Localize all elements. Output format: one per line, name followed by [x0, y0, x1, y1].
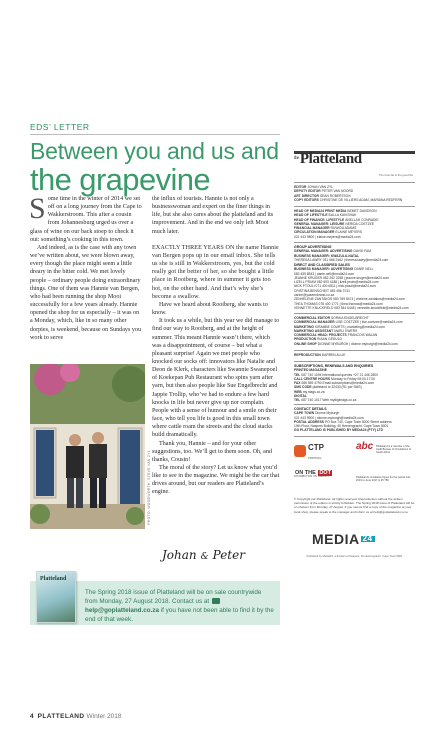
- masthead-block-subscriptions: [294, 364, 415, 403]
- masthead-credit-role: HEAD OF LIFESTYLE: [294, 213, 328, 218]
- masthead-credit-value: THEA THOMAS 078 400 1771 | thea.thomas@media24.com: [294, 301, 383, 306]
- masthead-credit-row: [294, 428, 415, 432]
- masthead-divider: [294, 350, 415, 351]
- masthead-credit-value: MARLI EWERS: [334, 328, 358, 333]
- masthead-block-group-advertising: [294, 245, 415, 262]
- masthead-credit-value: PO Box 740, Cape Town 8000 Street address: [324, 419, 392, 424]
- masthead-credit-role: TEL: [294, 398, 301, 403]
- editors-letter-article: [30, 0, 280, 750]
- masthead-credit-value: BULLA KUIKSHAK: [328, 213, 357, 218]
- masthead-divider: [294, 361, 415, 362]
- magazine-cover-title: Platteland: [40, 576, 67, 582]
- masthead-credit-role: TEL: [294, 372, 301, 377]
- masthead-credit-value: DANIE NELL: [354, 267, 374, 272]
- masthead-credit-value: JEANNE KRUGER 082 262 2258 | jeanne.kruger@media24.com: [294, 275, 390, 280]
- masthead-credit-value: LISE COETZEE | lise.coetzee@media24.com: [335, 320, 403, 325]
- masthead-block-editorial: [294, 185, 415, 202]
- section-label: EDS’ LETTER: [30, 122, 90, 132]
- masthead-credit-value: 021 443 9800 | elaine.meyers@media24.com: [294, 234, 361, 239]
- paragraph-6: It took us a while, but this year we did manage to find our way to Rooiberg, and at the height of summer. This meant Hannie wasn’t there, which was a disappointment, of course – but what a pleasant surprise! Again we met people who knocked our socks off: innovators like Natalie and Deon de Klerk, characters like Swannie Swanepoel of Koekepan Pub Restaurant who spins yarn after yarn, but then also people like Sue Engelbrecht and Jappie Trollip, who’ve had to endure a few hard knocks in life but never give up nor complain. People with a sense of humour and a smile on their face, who tell you life is good in this small town where cattle roam the streets and the cloud stacks build dramatically.: [152, 318, 280, 439]
- masthead-credit-value: BEMET DAVIDSON: [347, 209, 377, 213]
- masthead-credit-row: [294, 306, 415, 310]
- masthead-divider: [294, 436, 415, 437]
- paragraph-5: Have we heard about Rooiberg, she wants to know.: [152, 301, 268, 317]
- media24-logo: [312, 531, 375, 547]
- masthead-credit-role: COMMERCIAL MANAGER: [294, 320, 335, 325]
- industry-logos: [294, 443, 415, 503]
- copyright-notice: © Copyright par Platteland. All rights reserved. Reproduction without the written permission of the editors is strictly forbidden. The Spring 2018 issue of Platteland will be on shelves from Monday, 27 August. If you cannot find a copy of the magazine at your local shop, please speak to the manager and inform us at help@goplatteland.co.za: [294, 497, 415, 514]
- masthead-credit-value: DIONNE MYBURGH | dionne.myburgh@media24.com: [317, 341, 398, 346]
- masthead-credit-role: DEPUTY EDITOR: [294, 189, 321, 194]
- masthead-credit-role: REPRODUCTION: [294, 353, 321, 357]
- masthead-credit-value: CRISTINA BENSCHEIT 083 456 3741: [294, 288, 351, 293]
- abc-logo: [356, 443, 414, 473]
- masthead-credit-role: COMMERCIAL HEAD: PROJECTS: [294, 333, 347, 338]
- editors-signature: [162, 548, 245, 562]
- masthead-divider: [294, 313, 415, 314]
- ctp-logo-sub: PRINTING: [308, 456, 322, 460]
- paragraph-3: the influx of tourists. Hannie is not only a businesswoman and expert on the finer things in life, but she also cares about the platteland and its improvement. And in the end we only left Mooi much later.: [152, 196, 274, 235]
- signature-ampersand: &: [200, 552, 209, 562]
- masthead-credit-role: WEB: [294, 389, 302, 394]
- masthead-heading: GROUP ADVERTISING: [294, 245, 332, 249]
- signature-name-2: Peter: [212, 548, 245, 562]
- masthead-divider: [294, 404, 415, 405]
- next-issue-promo: [30, 576, 280, 625]
- masthead-credit-role: FAX: [294, 381, 301, 386]
- masthead-heading: CONTACT DETAILS: [294, 407, 327, 411]
- masthead-credit-value: NICK PTOULI 071 400 6511 | nick.ptouli@media24.com: [294, 284, 376, 289]
- masthead-credit-value: ANELLAH CONRADIE: [345, 217, 379, 222]
- paragraph-2: And indeed, as is the case with any town we’ve written about, we were blown away, every though the place might seem a little dreary in the bitter cold. We met lovely people – ordinary people doing extraordinary things. One of them was Hannie van Bergen, who had been running the shop Mooi successfully for a few years already. Hannie opened the shop for us especially – it was on a Monday, which, like in so many other dorpies, is weekend, because on Sundays you work to serve: [30, 244, 142, 341]
- paragraph-1-text: ome time in the winter of 2014 we set off on a long journey from the Cape to Wakkerstroom. This after a cousin from Johannesburg urged us over a glass of wine on our back stoep to check it out: something’s cooking in this town.: [30, 196, 142, 243]
- masthead-credit-value: THERESA LAWRY 031 566 2462 | theresa.lawry@media24.com: [294, 257, 389, 262]
- promo-text: [85, 588, 275, 624]
- masthead-credit-value: 087 740 1094 International queries +27 21 446 2800: [301, 372, 378, 377]
- paragraph-1: [29, 192, 142, 244]
- masthead-credit-role: GO PLATTELAND IS PUBLISHED BY MEDIA24 (PTY) LTD: [294, 428, 384, 433]
- masthead-credit-value: SEAN ROBERTSON: [319, 193, 351, 198]
- masthead-credit-value: VENNETTE KNUCKFIELD 083 544 6448 | vennette.knuckfield@media24.com: [294, 305, 409, 310]
- masthead-credit-role: CAPE TOWN: [294, 411, 315, 416]
- logo-word: Platteland: [299, 151, 362, 167]
- masthead-credit-role: COPY EDITORS: [294, 197, 319, 202]
- masthead-tagline: The time life is the good life: [378, 173, 413, 177]
- masthead-credit-value: RIAAN GEDULD: [317, 337, 342, 342]
- masthead-credit-role: HEAD OF FINANCE: LIFESTYLE: [294, 217, 345, 222]
- masthead-credit-row: [294, 342, 415, 346]
- masthead-credit-role: MARKETING: [294, 324, 314, 329]
- footer-issue: Winter 2018: [86, 713, 122, 720]
- masthead-credit-row: [294, 398, 415, 402]
- media24-logo-word: MEDIA: [312, 531, 360, 547]
- masthead-credit-role: EDITOR: [294, 185, 307, 189]
- logo-the: the: [294, 156, 299, 161]
- masthead-credit-role: HEAD OF MEDIA24 PRINT MEDIA: [294, 209, 347, 213]
- abc-logo-text: abc: [356, 441, 374, 452]
- masthead-block-management: [294, 209, 415, 239]
- masthead-credit-row: [294, 258, 415, 262]
- page-footer: [30, 713, 122, 720]
- circulation-note: Platteland’s circulation figure for the period July 2016 to June 2017 is 45 789: [356, 476, 411, 483]
- masthead-divider: [294, 182, 415, 183]
- on-the-dot-sub: DISTRIBUTION ON THE DOT: [294, 475, 329, 479]
- masthead-credit-value: KIRAMBE COURTS | marketing@media24.com: [314, 324, 385, 329]
- masthead-credit-value: 021 443 9900 | dionne.myburgh@media24.com: [294, 415, 364, 420]
- signature-name-1: Johan: [162, 548, 197, 562]
- help-email-link[interactable]: help@goplatteland.co.za: [85, 607, 160, 614]
- masthead-credit-role: BUSINESS MANAGER: KWAZULU-NATAL: [294, 253, 360, 258]
- masthead-credit-role: POSTAL ADDRESS: [294, 419, 324, 424]
- headline-line-1: Between you and us and: [30, 138, 279, 164]
- masthead-block-direct-sales: [294, 263, 415, 310]
- ctp-logo-icon: [294, 445, 306, 457]
- masthead-credit-role: CALL CENTRE HOURS: [294, 376, 331, 381]
- masthead-heading: SUBSCRIPTIONS, RENEWALS AND ENQUIRIES: [294, 364, 374, 368]
- masthead-credit-role: CIRCULATION MANAGER: [294, 230, 335, 235]
- on-the-dot-box: DOT: [319, 470, 331, 476]
- masthead-credit-value: platteland to 32433 (R1 per SMS): [312, 385, 362, 390]
- on-the-dot-logo: [294, 471, 350, 491]
- masthead-credit-value: DAVID FAM: [353, 249, 371, 254]
- ctp-printing-logo: [294, 443, 334, 465]
- masthead-credit-role: PRINTED MAGAZINE: [294, 368, 327, 373]
- media24-logo-box: 24: [362, 534, 373, 543]
- published-by-note: Published by Media24, a division of Naspers, 40 Heerengracht, Cape Town 8001: [306, 555, 403, 558]
- masthead-credit-value: 10th Floor, Naspers Building, 40 Heerengracht, Cape Town 8001: [294, 424, 389, 429]
- platteland-logo: [294, 151, 362, 167]
- masthead-credit-value: 083 459 8543 | danie.nell@media24.com: [294, 271, 355, 276]
- ctp-logo-text: CTP: [308, 443, 324, 452]
- body-column-1: [29, 192, 142, 342]
- masthead-credit-value: carine@yaseenbrand.co.za: [294, 293, 335, 298]
- editors-photo-image: [30, 364, 145, 529]
- masthead-credit-value: Monday to Friday 08:00-17:00: [331, 376, 376, 381]
- paragraph-4: EXACTLY THREE YEARS ON the name Hannie van Bergen pops up in our email inbox. She tells us she is still in Wakkerstroom, yes, but the cold really got the better of her, so she bought a little place in Rooiberg, where in summer it gets too hot, on the other hand. And that’s why she’s become a swallow.: [152, 244, 279, 300]
- headline-line-2: the grapevine: [30, 162, 211, 197]
- masthead-block-reproduction: [294, 353, 415, 357]
- masthead-credit-role: GENERAL MANAGER: ADVERTISING: [294, 249, 353, 254]
- masthead-credit-value: FRANCOIS WALAN: [347, 333, 378, 338]
- masthead-credit-value: ELAINE MEYERS: [335, 230, 362, 235]
- masthead-heading: DIRECT AND CLASSIFIED SALES: [294, 263, 350, 267]
- masthead-credit-value: SORIKA ENGELBRECHT: [330, 316, 369, 320]
- masthead-credit-role: PRODUCTION: [294, 337, 317, 342]
- photo-credit: PHOTO: WOODWORTH, STEVE VAN ZYL: [147, 450, 151, 525]
- on-the-dot-pre: ON THE: [295, 470, 316, 476]
- masthead-credit-role: COMMERCIAL EDITOR: [294, 316, 330, 320]
- masthead-credit-row: [294, 198, 415, 202]
- body-column-2: [152, 195, 280, 497]
- paragraph-7: Thank you, Hannie – and for your other suggestions, too. We’ll get to them soon. Oh, and thanks, Cousin!: [152, 440, 272, 463]
- masthead-credit-role: DIGITAL: [294, 394, 307, 399]
- masthead-credit-value: PETER VAN NOORD: [321, 189, 354, 194]
- footer-publication: PLATTELAND: [37, 713, 85, 720]
- section-rule: [30, 134, 280, 135]
- masthead-credit-role: SMS CODE: [294, 385, 312, 390]
- masthead-credit-role: BUSINESS MANAGER: ADVERTISING: [294, 267, 354, 272]
- masthead-credit-row: [294, 353, 415, 357]
- masthead-credit-value: 086 559 4790 Email subscriptions@media24.com: [301, 381, 375, 386]
- magazine-cover-thumbnail: [36, 571, 76, 623]
- masthead-credit-value: Dionne Myburgh: [315, 411, 340, 416]
- drop-cap: S: [29, 192, 46, 225]
- masthead-credit-value: 087 740 1017 Web mydigimags.co.za: [301, 398, 357, 403]
- masthead-credit-role: ONLINE SHOP: [294, 341, 317, 346]
- masthead-credit-value: CHRISTINE DE VILLIERS ADAM, MARIANA REDFERN: [319, 197, 403, 202]
- masthead-column: [294, 151, 415, 691]
- abc-logo-sub: Platteland is a member of the Audit Bureau of Circulations of South Africa: [376, 445, 412, 455]
- masthead-credit-value: RUWIDA ADAMS: [330, 226, 357, 231]
- masthead-credit-value: JOHAN VAN ZYL: [307, 185, 333, 189]
- promo-body: The Spring 2018 issue of Platteland will be on sale countrywide from Monday, 27 August 2018. Contact us at: [85, 589, 262, 605]
- masthead-credit-value: NERIDA COETZEE: [345, 221, 375, 226]
- masthead-credit-value: ZENHELENE ZANTAKOS 083 789 8474 | zhelene.zantakos@media24.com: [294, 297, 405, 302]
- masthead-credit-role: GENERAL MANAGER: LEISURE: [294, 221, 345, 226]
- masthead-divider: [294, 206, 415, 207]
- masthead-credit-role: FINANCIAL MANAGER: [294, 226, 330, 231]
- masthead-credit-role: ART DIRECTOR: [294, 193, 319, 198]
- promo-tail: if you have not been able to find it by the end of that week.: [85, 607, 274, 623]
- masthead-credit-row: [294, 235, 415, 239]
- masthead-credit-value: my.mags.co.za: [302, 389, 325, 394]
- headline: [30, 140, 280, 195]
- page-number: 4: [30, 713, 34, 720]
- masthead-block-contact: [294, 407, 415, 433]
- masthead-credit-value: DARREN ALLIE: [321, 353, 346, 357]
- masthead-block-commercial: [294, 316, 415, 346]
- editors-photo: [30, 364, 145, 529]
- masthead-credit-value: LIZELL PRUIM 082 693 4188 | lizell.pruim@media24.com: [294, 280, 379, 285]
- mail-icon: [212, 598, 220, 604]
- paragraph-8: The moral of the story? Let us know what you’d like to see in the magazine. We might be the car that drives around, but our readers are Platteland’s engine.: [152, 465, 280, 496]
- masthead-credit-role: MARKETING ASSISTANT: [294, 328, 334, 333]
- masthead-divider: [294, 242, 415, 243]
